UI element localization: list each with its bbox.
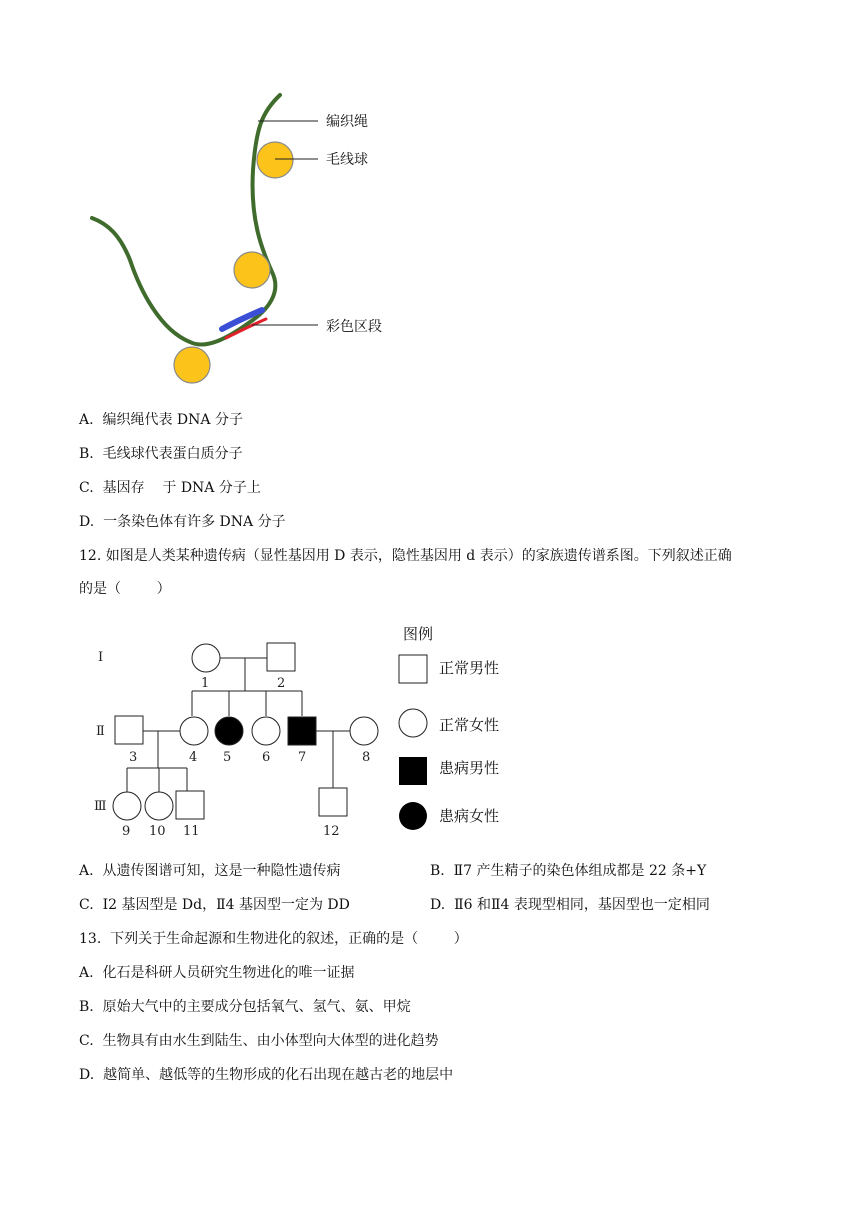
legend-icons (395, 650, 435, 840)
num-2: 2 (277, 676, 286, 691)
label-ball: 毛线球 (326, 152, 368, 168)
legend-circle-open-icon (399, 709, 427, 737)
q11-option-a: A. 编织绳代表 DNA 分子 (79, 412, 243, 428)
q12-option-c: C. Ⅰ2 基因型是 Dd，Ⅱ4 基因型一定为 DD (79, 897, 350, 913)
individual-9 (113, 792, 141, 820)
chromosome-model-figure (0, 0, 860, 400)
legend-affected-male: 患病男性 (439, 759, 500, 777)
q11-option-b: B. 毛线球代表蛋白质分子 (79, 446, 243, 462)
rope-line (92, 95, 280, 345)
num-8: 8 (362, 750, 371, 765)
ball-bottom (174, 347, 210, 383)
q11-option-c: C. 基因存 于 DNA 分子上 (79, 480, 261, 496)
q11-option-d: D. 一条染色体有许多 DNA 分子 (79, 514, 286, 530)
q12-option-b: B. Ⅱ7 产生精子的染色体组成都是 22 条+Y (430, 863, 707, 879)
individual-8 (350, 717, 378, 745)
num-9: 9 (122, 824, 131, 839)
q13-option-c: C. 生物具有由水生到陆生、由小体型向大体型的进化趋势 (79, 1033, 439, 1049)
num-3: 3 (129, 750, 138, 765)
ball-top (257, 142, 293, 178)
legend-square-filled-icon (399, 757, 427, 785)
legend-normal-female: 正常女性 (439, 716, 500, 734)
num-4: 4 (189, 750, 198, 765)
individual-12 (319, 788, 347, 816)
q13-option-a: A. 化石是科研人员研究生物进化的唯一证据 (79, 965, 355, 981)
individual-7 (288, 717, 316, 745)
q13-stem: 13. 下列关于生命起源和生物进化的叙述，正确的是（ ） (79, 931, 468, 947)
gen-label-3: Ⅲ (94, 799, 107, 814)
legend-square-open-icon (399, 655, 427, 683)
individual-6 (252, 717, 280, 745)
gen-label-1: Ⅰ (98, 650, 104, 665)
individual-1 (192, 644, 220, 672)
legend-normal-male: 正常男性 (439, 659, 500, 677)
num-10: 10 (149, 824, 166, 839)
legend-title: 图例 (403, 625, 434, 643)
individual-10 (145, 792, 173, 820)
individual-3 (115, 716, 143, 744)
ball-middle (234, 252, 270, 288)
num-5: 5 (223, 750, 232, 765)
q13-option-d: D. 越简单、越低等的生物形成的化石出现在越古老的地层中 (79, 1067, 454, 1083)
num-6: 6 (262, 750, 271, 765)
q12-stem-line2: 的是（ ） (79, 581, 171, 597)
label-rope: 编织绳 (326, 114, 368, 130)
legend-affected-female: 患病女性 (439, 807, 500, 825)
individual-5 (215, 717, 243, 745)
q12-stem-line1: 12. 如图是人类某种遗传病（显性基因用 D 表示，隐性基因用 d 表示）的家族遗传谱系图。下列叙述正确 (79, 548, 732, 564)
num-1: 1 (201, 676, 210, 691)
q13-option-b: B. 原始大气中的主要成分包括氧气、氢气、氨、甲烷 (79, 999, 411, 1015)
individual-4 (180, 717, 208, 745)
q12-option-d: D. Ⅱ6 和Ⅱ4 表现型相同，基因型也一定相同 (430, 897, 710, 913)
num-7: 7 (298, 750, 307, 765)
individual-11 (176, 791, 204, 819)
num-12: 12 (323, 824, 340, 839)
label-color-segment: 彩色区段 (326, 319, 382, 335)
gen-label-2: Ⅱ (96, 724, 105, 739)
legend-circle-filled-icon (399, 802, 427, 830)
q12-option-a: A. 从遗传图谱可知，这是一种隐性遗传病 (79, 863, 341, 879)
num-11: 11 (183, 824, 200, 839)
individual-2 (267, 643, 295, 671)
